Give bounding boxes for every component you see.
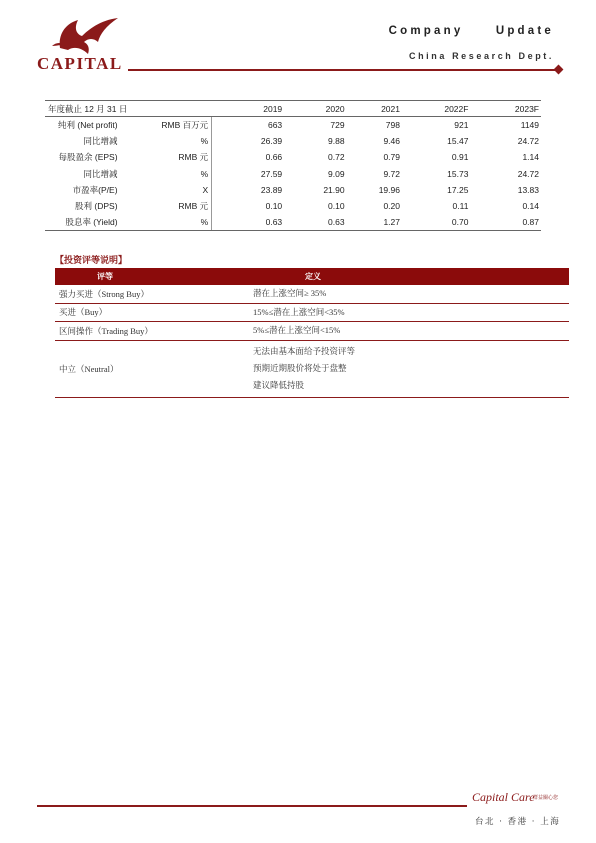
capital-logo-icon [48,16,128,56]
metric-value: 13.83 [517,184,539,195]
financial-summary-table [45,100,541,231]
metric-value: 24.72 [517,136,539,147]
metric-unit: RMB 元 [178,152,209,163]
metric-label: 市盈率(P/E) [72,184,118,195]
metric-label: 同比增减 [83,168,118,179]
metric-value: 26.39 [212,133,282,149]
metric-value: 9.88 [328,136,345,147]
header-divider [128,69,560,71]
rating-row [55,322,569,341]
metric-value: 0.63 [212,214,282,231]
year-header: 2023F [468,101,541,117]
metric-value: 9.09 [328,168,345,179]
metric-value: 15.73 [447,168,469,179]
definition-line: 建议降低持股 [253,379,305,390]
financial-table-header [45,101,541,117]
metric-value: 0.10 [328,201,345,212]
financial-row [45,133,541,149]
definition-line: 预期近期股价将处于盘整 [253,362,347,373]
report-title: Company Update [388,25,554,37]
metric-value: 921 [454,120,469,131]
financial-row [45,149,541,165]
rating-name: 区间操作（Trading Buy） [55,322,253,341]
metric-value: 0.14 [522,201,539,212]
metric-value: 0.63 [282,214,344,231]
definition-line: 5%≤潜在上涨空间<15% [253,325,341,336]
financial-row [45,117,541,134]
metric-unit: RMB 元 [178,201,209,212]
office-locations: 台北 · 香港 · 上海 [475,817,561,827]
rating-definition-table [55,268,569,398]
rating-name: 强力买进（Strong Buy） [55,285,253,303]
metric-value: 0.79 [383,152,400,163]
rating-row [55,285,569,303]
rating-row [55,303,569,322]
metric-value: 0.72 [328,152,345,163]
metric-value: 1.27 [345,214,400,231]
rating-name: 买进（Buy） [55,303,253,322]
metric-label: 纯利 (Net profit) [58,120,118,131]
metric-value: 0.20 [383,201,400,212]
year-header: 2022F [400,101,468,117]
metric-value: 21.90 [323,184,345,195]
metric-value: 24.72 [517,168,539,179]
metric-value: 23.89 [212,182,282,198]
footer-divider [37,805,467,807]
metric-unit: X [202,184,209,195]
metric-value: 1.14 [522,152,539,163]
rating-row [55,340,569,397]
metric-unit: % [200,168,209,179]
metric-value: 0.10 [212,198,282,214]
definition-line: 潜在上涨空间≥ 35% [253,288,327,299]
year-header: 2020 [282,101,344,117]
metric-value: 0.70 [400,214,468,231]
metric-value: 0.91 [451,152,469,163]
financial-row [45,214,541,231]
rating-definition [253,285,569,303]
metric-value: 9.72 [383,168,400,179]
capital-logo-text: CAPITAL [37,54,123,73]
metric-value: 663 [212,117,282,134]
rating-section-heading: 【投资评等说明】 [55,256,128,266]
definition-line: 无法由基本面给予投资评等 [253,345,356,356]
rating-column-header: 评等 [55,268,253,285]
definition-line: 15%≤潜在上涨空间<35% [253,306,345,317]
rating-definition [253,340,569,397]
metric-value: 17.25 [447,184,469,195]
metric-value: 27.59 [212,166,282,182]
rating-definition [253,303,569,322]
rating-definition [253,322,569,341]
metric-value: 9.46 [383,136,400,147]
financial-row [45,198,541,214]
metric-value: 1149 [520,120,539,131]
rating-name: 中立（Neutral） [55,340,253,397]
metric-label: 股利 (DPS) [75,201,118,212]
metric-label: 同比增减 [83,136,118,147]
financial-row [45,166,541,182]
metric-label: 每股盈余 (EPS) [58,152,118,163]
capital-care-logo: Capital Care [472,790,535,804]
metric-value: 0.87 [468,214,541,231]
year-header: 2019 [212,101,282,117]
year-header: 2021 [345,101,400,117]
rating-table-header [55,268,569,285]
metric-unit: % [200,136,209,147]
definition-column-header: 定义 [253,268,569,285]
metric-value: 798 [385,120,400,131]
metric-value: 15.47 [447,136,469,147]
metric-value: 0.11 [452,201,469,212]
metric-unit: RMB 百万元 [161,120,209,131]
header-divider-end-icon [554,65,564,75]
metric-label: 股息率 (Yield) [45,214,123,231]
financial-row [45,182,541,198]
metric-unit: % [123,214,212,231]
metric-value: 0.66 [212,149,282,165]
fiscal-year-end-label: 年度截止 12 月 31 日 [45,101,212,117]
capital-care-logo-cn: 群益關心您 [533,795,559,801]
report-subtitle: China Research Dept. [408,51,554,61]
metric-value: 19.96 [378,184,400,195]
metric-value: 729 [330,120,345,131]
